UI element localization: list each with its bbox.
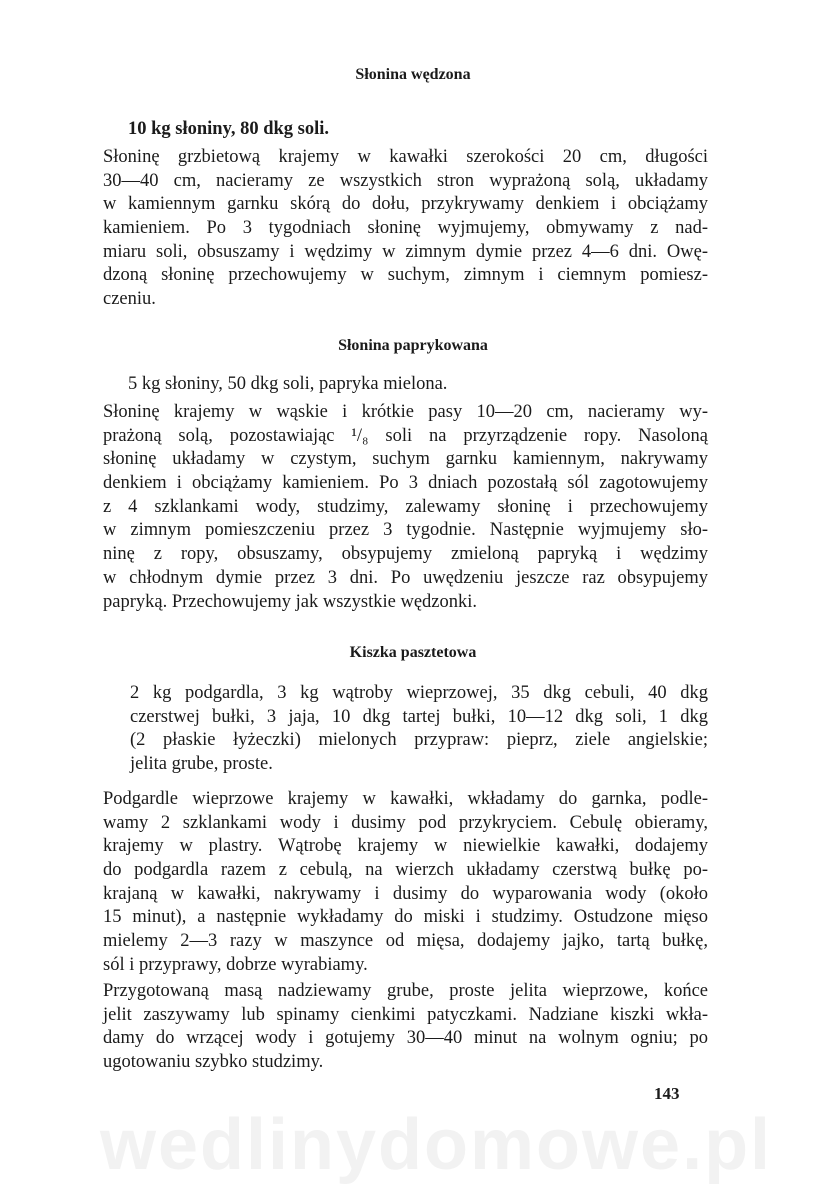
page-number: 143 bbox=[654, 1084, 680, 1103]
paragraph bbox=[103, 788, 708, 978]
text-line: Podgardle wieprzowe krajemy w kawałki, wkładamy do garnka, podle- bbox=[103, 789, 708, 809]
watermark: wedlinydomowe.pl bbox=[100, 1105, 773, 1185]
ingredients bbox=[128, 373, 447, 397]
paragraph bbox=[103, 980, 708, 1075]
text-line: w kamiennym garnku skórą do dołu, przykrywamy denkiem i obciążamy bbox=[103, 194, 708, 215]
text-line: z 4 szklankami wody, studzimy, zalewamy słoninę i przechowujemy bbox=[103, 496, 708, 517]
text-line: sól i przyprawy, dobrze wyrabiamy. bbox=[103, 954, 368, 975]
text-line: damy do wrzącej wody i gotujemy 30—40 minut na wolnym ogniu; po bbox=[103, 1028, 708, 1049]
text-line: 15 minut), a następnie wykładamy do miski i studzimy. Ostudzone mięso bbox=[103, 907, 708, 928]
ingredients bbox=[128, 118, 329, 142]
text-line: wamy 2 szklankami wody i dusimy pod przykryciem. Cebulę obieramy, bbox=[103, 812, 708, 833]
text-line: krajemy w plastry. Wątrobę krajemy w niewielkie kawałki, dodajemy bbox=[103, 836, 708, 857]
section-title: Słonina wędzona bbox=[355, 66, 471, 83]
text-line: papryką. Przechowujemy jak wszystkie wędzonki. bbox=[103, 591, 478, 612]
text-line: jelit zaszywamy lub spinamy cienkimi patyczkami. Nadziane kiszki wkła- bbox=[103, 1004, 708, 1025]
text-line: jelita grube, proste. bbox=[130, 754, 273, 775]
text-line: denkiem i obciążamy kamieniem. Po 3 dniach pozostałą sól zagotowujemy bbox=[103, 473, 708, 494]
text-line: Słoninę grzbietową krajemy w kawałki szerokości 20 cm, długości bbox=[103, 147, 708, 167]
text-line: czerstwej bułki, 3 jaja, 10 dkg tartej bułki, 10—12 dkg soli, 1 dkg bbox=[130, 706, 708, 727]
text-line: czeniu. bbox=[103, 289, 156, 310]
section-title: Kiszka pasztetowa bbox=[349, 644, 477, 661]
text-line: ninę z ropy, obsuszamy, obsypujemy zmieloną papryką i wędzimy bbox=[103, 544, 708, 565]
text-line: prażoną solą, pozostawiając ¹/₈ soli na przyrządzenie ropy. Nasoloną bbox=[103, 425, 708, 446]
text-line: 2 kg podgardla, 3 kg wątroby wieprzowej, 35 dkg cebuli, 40 dkg bbox=[130, 683, 708, 703]
text-line: w chłodnym dymie przez 3 dni. Po uwędzeniu jeszcze raz obsypujemy bbox=[103, 567, 708, 588]
text-line: krajaną w kawałki, nakrywamy i dusimy do wyparowania wody (około bbox=[103, 883, 708, 904]
text-line: Słoninę krajemy w wąskie i krótkie pasy 10—20 cm, nacieramy wy- bbox=[103, 402, 708, 422]
ingredients-line: 5 kg słoniny, 50 dkg soli, papryka mielona. bbox=[128, 374, 448, 394]
text-line: Przygotowaną masą nadziewamy grube, proste jelita wieprzowe, końce bbox=[103, 981, 708, 1001]
text-line: ugotowaniu szybko studzimy. bbox=[103, 1052, 324, 1073]
ingredients-line: 10 kg słoniny, 80 dkg soli. bbox=[128, 119, 330, 139]
ingredients bbox=[130, 682, 708, 777]
text-line: dzoną słoninę przechowujemy w suchym, zimnym i ciemnym pomiesz- bbox=[103, 265, 708, 286]
text-line: kamieniem. Po 3 tygodniach słoninę wyjmujemy, obmywamy z nad- bbox=[103, 218, 708, 239]
text-line: 30—40 cm, nacieramy ze wszystkich stron wyprażoną solą, układamy bbox=[103, 170, 708, 191]
text-line: miaru soli, obsuszamy i wędzimy w zimnym dymie przez 4—6 dni. Owę- bbox=[103, 241, 708, 262]
text-line: do podgardla razem z cebulą, na wierzch układamy czerstwą bułkę po- bbox=[103, 860, 708, 881]
text-line: (2 płaskie łyżeczki) mielonych przypraw: pieprz, ziele angielskie; bbox=[130, 730, 708, 751]
text-line: mielemy 2—3 razy w maszynce od mięsa, dodajemy jajko, tartą bułkę, bbox=[103, 931, 708, 952]
text-line: w zimnym pomieszczeniu przez 3 tygodnie. Następnie wyjmujemy sło- bbox=[103, 520, 708, 541]
text-line: słoninę układamy w czystym, suchym garnku kamiennym, nakrywamy bbox=[103, 449, 708, 470]
paragraph bbox=[103, 146, 708, 312]
paragraph bbox=[103, 401, 708, 614]
section-title: Słonina paprykowana bbox=[338, 337, 488, 354]
